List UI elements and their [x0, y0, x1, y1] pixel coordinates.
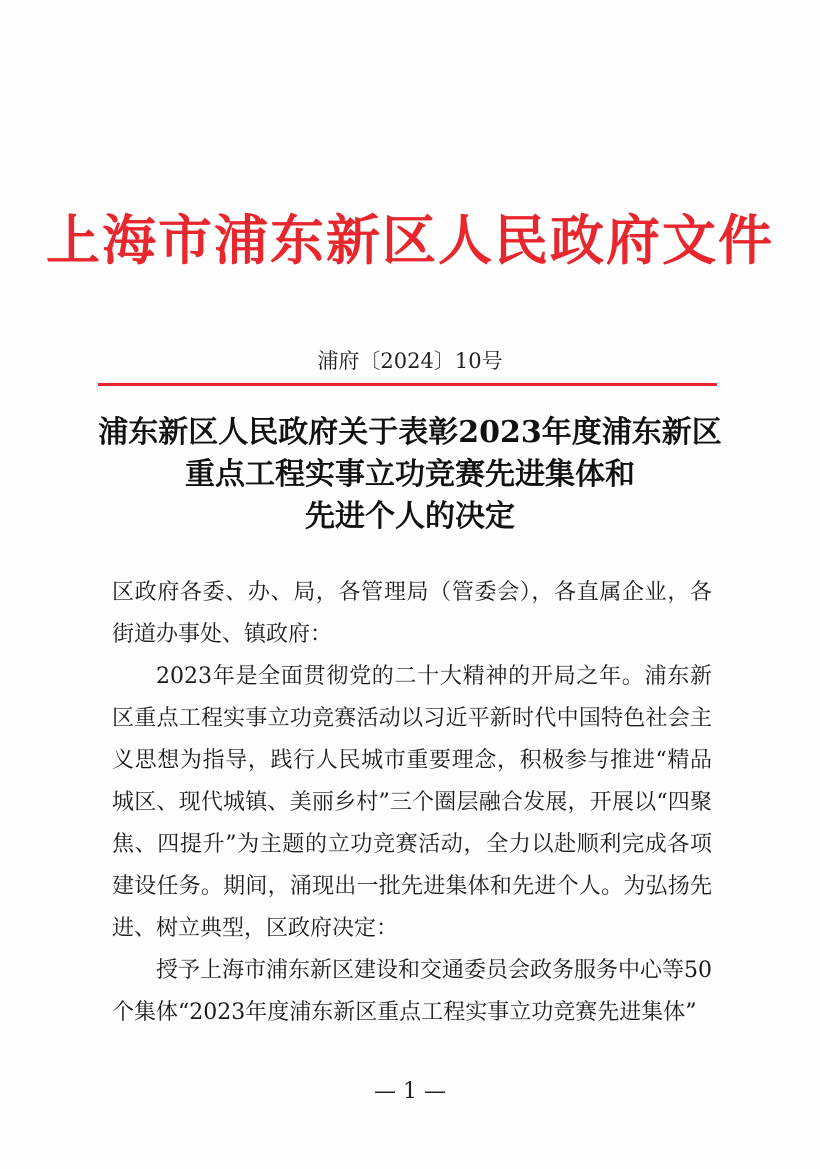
red-divider-line: [98, 383, 717, 386]
recipients-paragraph: 区政府各委、办、局，各管理局（管委会），各直属企业，各街道办事处、镇政府：: [112, 580, 712, 647]
document-body: [112, 572, 712, 1034]
document-number: 浦府〔2024〕10号: [317, 349, 503, 373]
issuing-authority-header: 上海市浦东新区人民政府文件: [46, 208, 774, 272]
decision-title-line-1: 浦东新区人民政府关于表彰2023年度浦东新区: [98, 415, 722, 450]
decision-title: [0, 412, 820, 538]
body-paragraph-2: 授予上海市浦东新区建设和交通委员会政务服务中心等50个集体“2023年度浦东新区重点工程实事立功竞赛先进集体”: [112, 958, 712, 1025]
decision-title-line-3: 先进个人的决定: [305, 499, 515, 534]
body-paragraph-1: 2023年是全面贯彻党的二十大精神的开局之年。浦东新区重点工程实事立功竞赛活动以习近平新时代中国特色社会主义思想为指导，践行人民城市重要理念，积极参与推进“精品城区、现代城镇、美丽乡村”三个圈层融合发展，开展以“四聚焦、四提升”为主题的立功竞赛活动，全力以赴顺利完成各项建设任务。期间，涌现出一批先进集体和先进个人。为弘扬先进、树立典型，区政府决定：: [112, 664, 712, 941]
decision-title-line-2: 重点工程实事立功竞赛先进集体和: [185, 457, 635, 492]
page-number: — 1 —: [374, 1079, 446, 1104]
